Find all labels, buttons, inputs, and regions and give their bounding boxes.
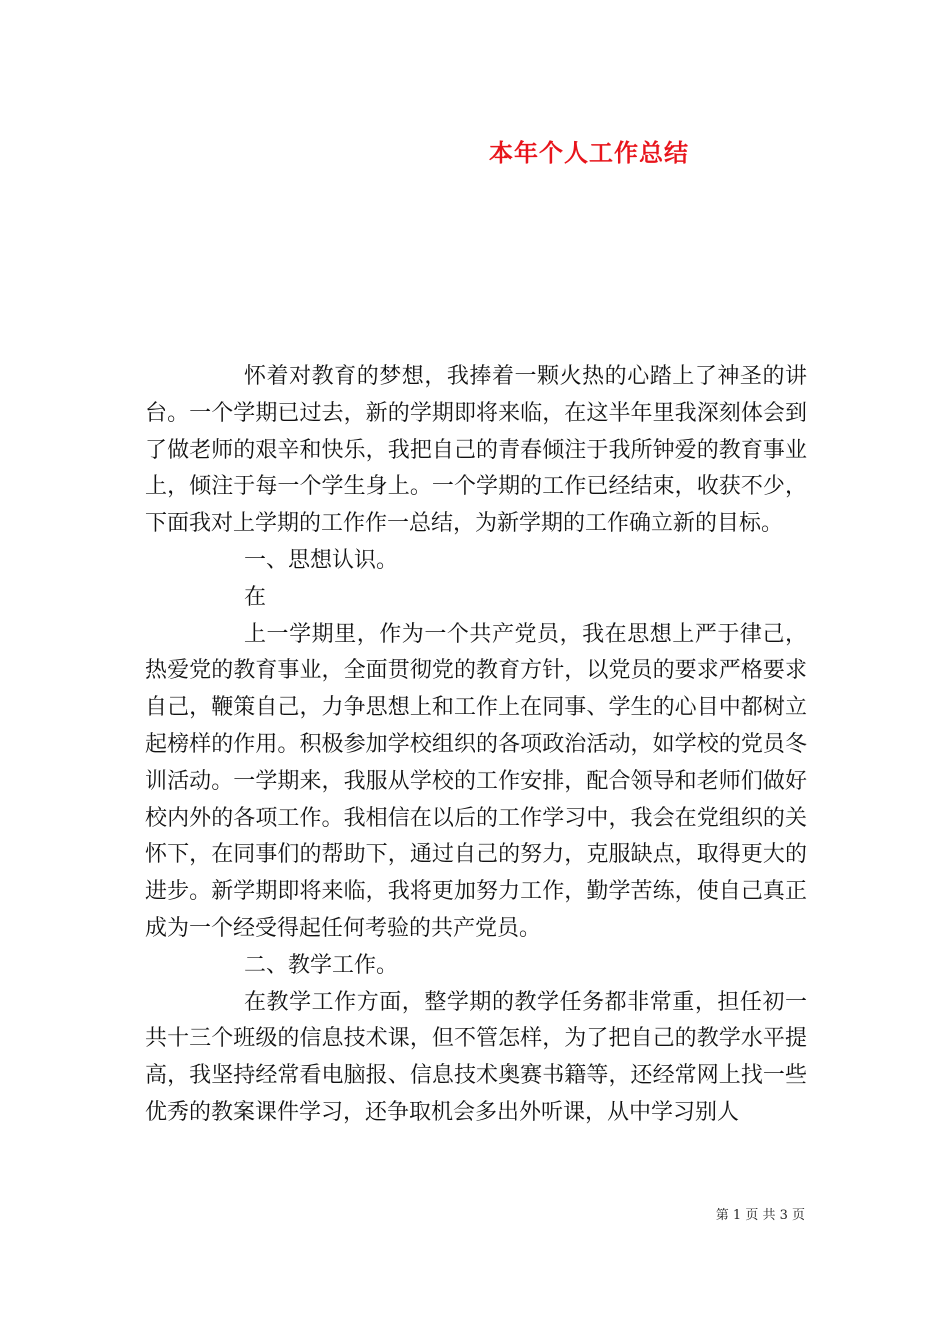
paragraph-teaching: 在教学工作方面，整学期的教学任务都非常重，担任初一共十三个班级的信息技术课，但不管怎样，为了把自己的教学水平提高，我坚持经常看电脑报、信息技术奥赛书籍等，还经常网上找一些优秀的教案课件学习，还争取机会多出外听课，从中学习别人 xyxy=(145,989,807,1125)
paragraph-thought: 上一学期里，作为一个共产党员，我在思想上严于律己，热爱党的教育事业，全面贯彻党的教育方针，以党员的要求严格要求自己，鞭策自己，力争思想上和工作上在同事、学生的心目中都树立起榜样的作用。积极参加学校组织的各项政治活动，如学校的党员冬训活动。一学期来，我服从学校的工作安排，配合领导和老师们做好校内外的各项工作。我相信在以后的工作学习中，我会在党组织的关怀下，在同事们的帮助下，通过自己的努力，克服缺点，取得更大的进步。新学期即将来临，我将更加努力工作，勤学苦练，使自己真正成为一个经受得起任何考验的共产党员。 xyxy=(145,621,807,941)
paragraph-intro: 怀着对教育的梦想，我捧着一颗火热的心踏上了神圣的讲台。一个学期已过去，新的学期即将来临，在这半年里我深刻体会到了做老师的艰辛和快乐，我把自己的青春倾注于我所钟爱的教育事业上，倾注于每一个学生身上。一个学期的工作已经结束，收获不少，下面我对上学期的工作作一总结，为新学期的工作确立新的目标。 xyxy=(145,364,807,537)
document-body xyxy=(145,359,807,1132)
heading-section-1: 一、思想认识。 xyxy=(244,547,399,573)
page-number-footer: 第 1 页 共 3 页 xyxy=(715,1208,805,1223)
heading-section-2: 二、教学工作。 xyxy=(244,952,399,978)
paragraph-fragment: 在 xyxy=(244,584,267,610)
document-title: 本年个人工作总结 xyxy=(489,138,689,167)
